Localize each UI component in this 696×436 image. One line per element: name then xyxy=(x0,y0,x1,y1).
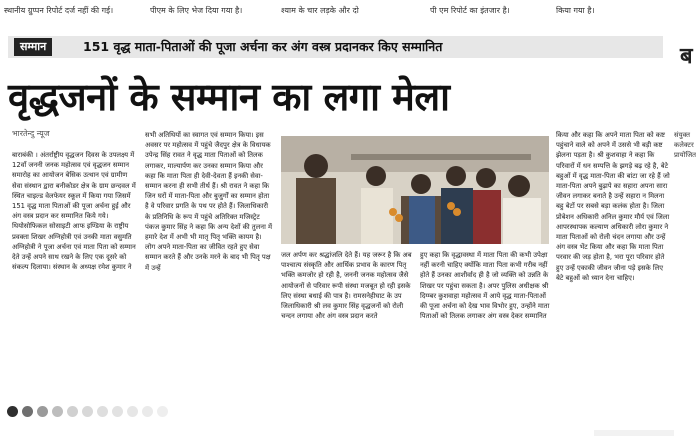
section-banner xyxy=(8,36,663,58)
section-label: सम्मान xyxy=(14,38,52,56)
slider-dot-9[interactable] xyxy=(127,406,138,417)
article-column-3: जल अर्पण कर श्रद्धांजलि देते हैं। यह जरूर है कि अब पाश्चात्य संस्कृति और आर्थिक प्रभाव के कारण पितृ भक्ति कमजोर हो रही है, जननी जनक महोत्सव जैसे आयोजनों से परिवार रूपी संस्था मजबूत हो रही इसके लिए संस्था बधाई की पात्र है। रामसनेहीघाट के उप जिलाधिकारी श्री लव कुमार सिंह वृद्धजनों को रोली चन्दन लगाया और अंग वस्त्र प्रदान करते xyxy=(281,251,412,321)
right-edge-headline-char: ब xyxy=(680,44,693,69)
subheadline: 151 वृद्ध माता-पिताओं की पूजा अर्चना कर अंग वस्त्र प्रदानकर किए सम्मानित xyxy=(83,39,443,54)
slider-dot-4[interactable] xyxy=(52,406,63,417)
article-photo xyxy=(281,136,549,244)
slider-dot-3[interactable] xyxy=(37,406,48,417)
event-photo-illustration xyxy=(281,136,549,244)
top-strip xyxy=(0,0,692,24)
adjacent-article-strip: संयुक्त कलेक्टर प्रायोजित xyxy=(674,131,696,160)
article-column-1: बाराबंकी । अंतर्राष्ट्रीय वृद्धजन दिवस के उपलक्ष्य में 12वाँ जननी जनक महोत्सव एवं वृद्धजन सम्मान समारोह का आयोजन बेसिक उत्थान एवं ग्रामीण सेवा संस्थान द्वारा बनीकोडर क्षेत्र के ग्राम छन्दवल में स्थित चाइल्ड वेलफेयर स्कूल में किया गया जिसमें 151 वृद्ध माता पिताओं की पूजा अर्चना हुई और अंग वस्त्र प्रदान कर सम्मानित किये गये। थियोसोफिकल सोसाइटी आफ इण्डिया के राष्ट्रीय प्रवक्ता शिखर अग्निहोत्री एवं उनकी माता वसुमति अग्निहोत्री ने पूजा अर्चना एवं माता पिता को सम्मान देते उन्हें अपने साथ रखने के लिए एक दूसरे को संकल्प दिलाया। संस्थान के अध्यक्ष रमेश कुमार ने xyxy=(12,151,136,272)
slider-dot-7[interactable] xyxy=(97,406,108,417)
slider-dot-2[interactable] xyxy=(22,406,33,417)
slider-dot-10[interactable] xyxy=(142,406,153,417)
top-strip-text-2: पीएम के लिए भेज दिया गया है। xyxy=(150,6,243,15)
top-strip-text-3: श्याम के चार लड़के और दो xyxy=(281,6,359,15)
slider-dot-8[interactable] xyxy=(112,406,123,417)
top-strip-text-4: पी एम रिपोर्ट का इंतजार है। xyxy=(430,6,510,15)
article-column-5: किया और कहा कि अपने माता पिता को कष्ट पहुंचाने वाले को अपने में उससे भी बड़ी कष्ट झेलना पड़ता है। श्री कुशवाहा ने कहा कि परिवारों में धन सम्पत्ति के झगड़े बढ़ रहे है, बेटे बहुओं में वृद्ध माता-पिता की बांटा जा रहे हैं जो माता-पिता अपने बुढ़ापे का सहारा अपना सारा जीवन लगाकर बनाते है उन्हें सहारा न मिलना बहु बेटों पर सबसे बड़ा कलंक होता है। जिला प्रोबेशन अधिकारी अनिल कुमार मौर्य एवं जिला आपरस्थापक कल्याण अधिकारी लोरा कुमार ने माता पिताओं को रोली चंदन लगाया और उन्हें अंग वस्त्र भेंट किया और कहा कि माता पिता परवार की जड़ होता है, भरा पूरा परिवार होते हुए उन्हें एकाकी जीवन जीना पड़े इसके लिए बेटे बहुओं को ध्यान देना चाहिए। xyxy=(556,131,670,282)
top-strip-text-1: स्थानीय ग्रुप्पन रिपोर्ट दर्ज नहीं की गई। xyxy=(4,6,114,15)
headline: वृद्धजनों के सम्मान का लगा मेला xyxy=(8,75,450,119)
slider-dot-6[interactable] xyxy=(82,406,93,417)
slider-dot-5[interactable] xyxy=(67,406,78,417)
top-strip-text-5: किया गया है। xyxy=(556,6,595,15)
slider-dots xyxy=(0,401,692,421)
slider-progress-bar xyxy=(594,430,674,436)
slider-dot-11[interactable] xyxy=(157,406,168,417)
byline: भारतेन्दु न्यूज xyxy=(12,129,50,138)
article-column-4: हुए कहा कि वृद्धावस्था में माता पिता की कभी उपेक्षा नहीं करनी चाहिए क्योंकि माता पिता कभी गरीब नहीं होते हैं उनका आशीर्वाद ही है जो व्यक्ति को उन्नति के शिखर पर पहुंचा सकता है। अपर पुलिस अधीक्षक श्री दिग्म्बर कुशवाहा महोत्सव में आये वृद्ध माता-पिताओं की पूजा अर्चना को देख भाव विभोर हुए, उन्होंने माता पिताओं को तिलक लगाकर अंग वस्त्र देकर सम्मानित xyxy=(420,251,550,321)
article-column-2: सभी अतिथियों का स्वागत एवं सम्मान किया। इस अवसर पर महोत्सव में पहुंचे जैदपुर क्षेत्र के विधायक उपेन्द्र सिंह रावत ने वृद्ध माता पिताओं को तिलक लगाकर, माल्यार्पण कर उनका सम्मान किया और कहा कि माता पिता ही देवी-देवता हैं इनकी सेवा-सम्मान करना ही सभी तीर्थ हैं। श्री रावत ने कहा कि जिन घरों में माता-पिता और बुजुर्गों का सम्मान होता है वे परिवार प्रगति के पथ पर होते हैं। जिलाधिकारी के प्रतिनिधि के रूप में पहुंचे अतिरिक्त मजिस्ट्रेट पंकज कुमार सिंह ने कहा कि अन्य देशों की तुलना में हमारे देश में अभी भी मातृ पितृ भक्ति कायम है। लोग अपने माता-पिता का जीवित रहते हुए सेवा सम्मान करते हैं और उनके मरने के बाद भी पितृ पक्ष में उन्हें xyxy=(145,131,273,272)
slider-dot-1[interactable] xyxy=(7,406,18,417)
